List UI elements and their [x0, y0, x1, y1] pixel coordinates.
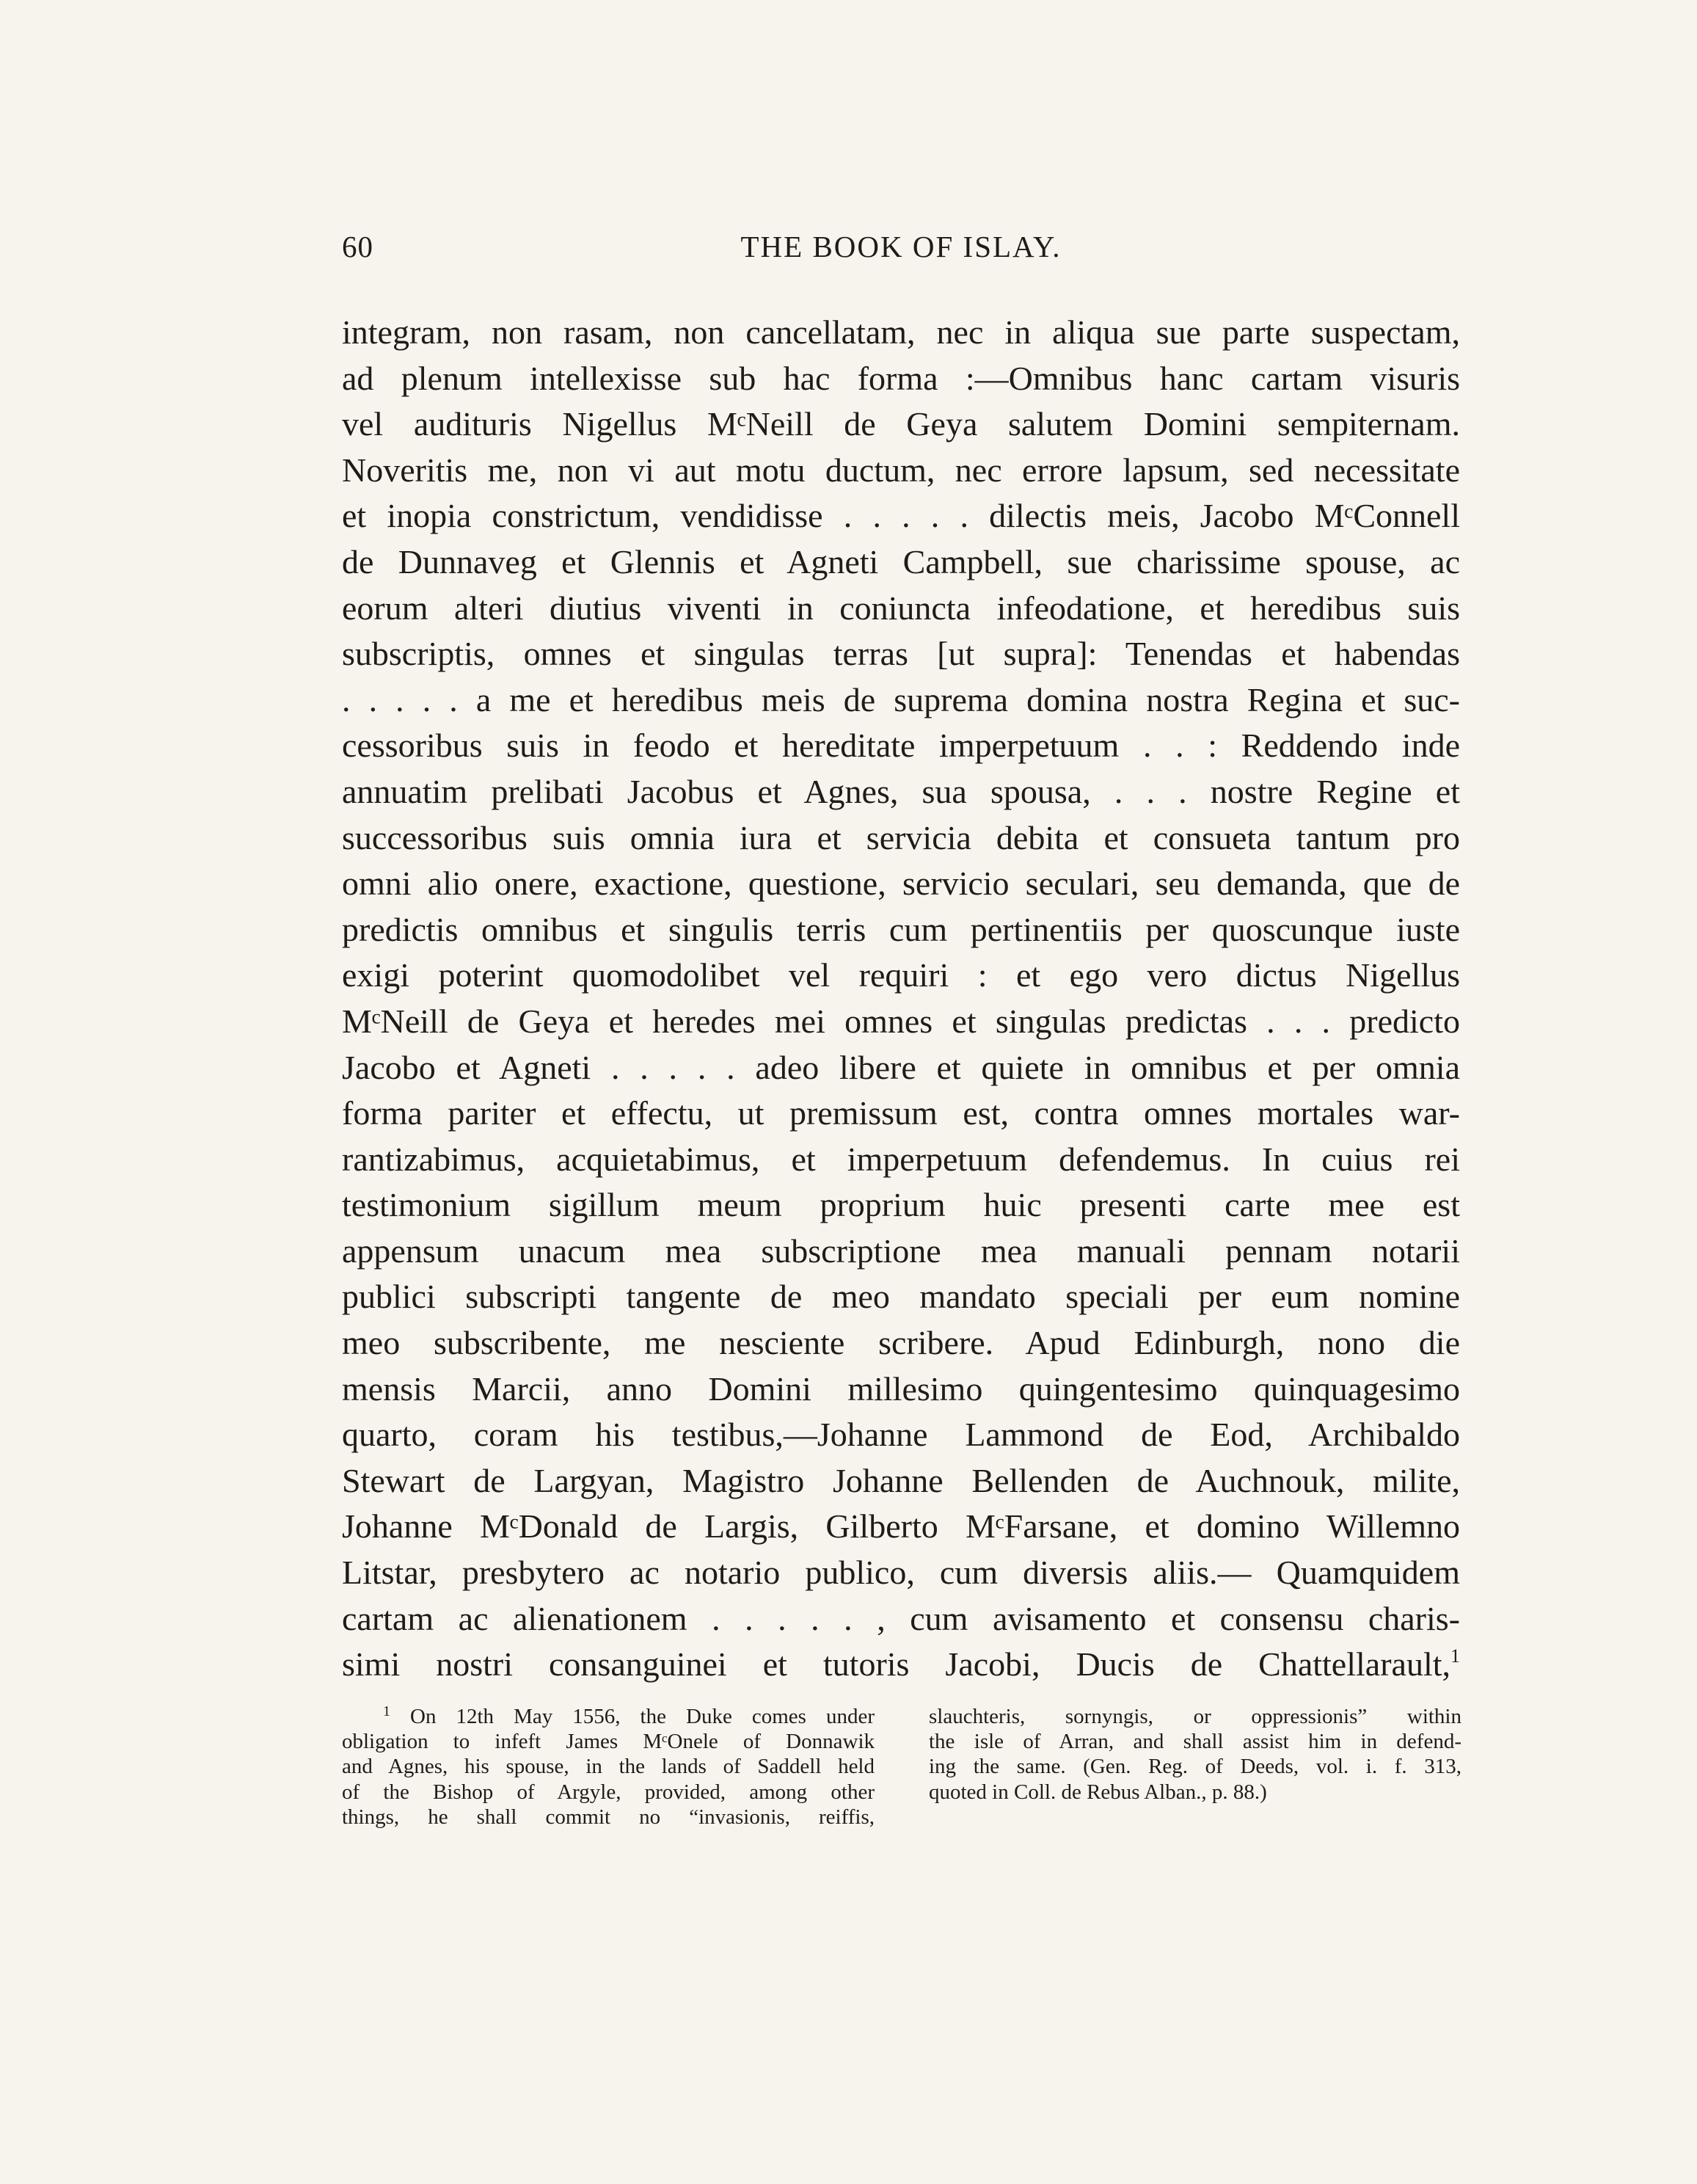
footnote-reference[interactable]: 1	[1450, 1645, 1460, 1667]
footnotes	[342, 1704, 1460, 1880]
text-line: rantizabimus, acquietabimus, et imperpetuum defendemus. In cuius rei	[342, 1140, 1460, 1178]
text-line: exigi poterint quomodolibet vel requiri : et ego vero dictus Nigellus	[342, 956, 1460, 994]
text-line: annuatim prelibati Jacobus et Agnes, sua spousa, . . . nostre Regine et	[342, 772, 1460, 810]
footnote-column-left	[342, 1704, 875, 1830]
text-line: Johanne MᶜDonald de Largis, Gilberto MᶜFarsane, et domino Willemno	[342, 1507, 1460, 1546]
footnote-line	[342, 1704, 875, 1729]
text-line: testimonium sigillum meum proprium huic presenti carte mee est	[342, 1186, 1460, 1224]
text-line: eorum alteri diutius viventi in coniuncta infeodatione, et heredibus suis	[342, 589, 1460, 627]
footnote-marker: 1	[383, 1704, 390, 1719]
text-line: forma pariter et effectu, ut premissum est, contra omnes mortales war-	[342, 1094, 1460, 1132]
text-line: successoribus suis omnia iura et servicia debita et consueta tantum pro	[342, 818, 1460, 856]
footnote-line: things, he shall commit no “invasionis, reiffis,	[342, 1805, 875, 1829]
text-line: de Dunnaveg et Glennis et Agneti Campbell, sue charissime spouse, ac	[342, 542, 1460, 580]
text-line: predictis omnibus et singulis terris cum pertinentiis per quoscunque iuste	[342, 910, 1460, 948]
text-line: appensum unacum mea subscriptione mea manuali pennam notarii	[342, 1231, 1460, 1270]
footnote-line: ing the same. (Gen. Reg. of Deeds, vol. i. f. 313,	[929, 1755, 1461, 1779]
footnote-line: the isle of Arran, and shall assist him in defend-	[929, 1730, 1461, 1754]
text-line: Noveritis me, non vi aut motu ductum, nec errore lapsum, sed necessitate	[342, 451, 1460, 489]
text-line: publici subscripti tangente de meo mandato speciali per eum nomine	[342, 1278, 1460, 1316]
text-line: meo subscribente, me nesciente scribere. Apud Edinburgh, nono die	[342, 1324, 1460, 1362]
text-line: cessoribus suis in feodo et hereditate imperpetuum . . : Reddendo inde	[342, 727, 1460, 765]
text-line: . . . . . a me et heredibus meis de suprema domina nostra Regina et suc-	[342, 680, 1460, 718]
footnote-column-right	[929, 1704, 1461, 1805]
text-line: ad plenum intellexisse sub hac forma :—Omnibus hanc cartam visuris	[342, 359, 1460, 397]
footnote-line: of the Bishop of Argyle, provided, among other	[342, 1780, 875, 1804]
text-line: mensis Marcii, anno Domini millesimo quingentesimo quinquagesimo	[342, 1369, 1460, 1408]
text-line: vel audituris Nigellus MᶜNeill de Geya salutem Domini sempiternam.	[342, 405, 1460, 443]
text-line: quarto, coram his testibus,—Johanne Lammond de Eod, Archibaldo	[342, 1416, 1460, 1454]
text-line: MᶜNeill de Geya et heredes mei omnes et singulas predictas . . . predicto	[342, 1002, 1460, 1040]
running-title: THE BOOK OF ISLAY.	[740, 230, 1062, 263]
running-head	[342, 229, 1460, 273]
text-line: omni alio onere, exactione, questione, servicio seculari, seu demanda, que de	[342, 864, 1460, 903]
text-line: et inopia constrictum, vendidisse . . . . . dilectis meis, Jacobo MᶜConnell	[342, 497, 1460, 535]
text-line-last: simi nostri consanguinei et tutoris Jacobi, Ducis de Chattellarault,	[342, 1645, 1450, 1684]
text-line: Jacobo et Agneti . . . . . adeo libere et quiete in omnibus et per omnia	[342, 1048, 1460, 1086]
footnote-line: obligation to infeft James MᶜOnele of Donnawik	[342, 1730, 875, 1754]
page-number: 60	[342, 230, 373, 263]
text-line: cartam ac alienationem . . . . . , cum avisamento et consensu charis-	[342, 1599, 1460, 1637]
text-line-with-footnote-ref	[342, 1642, 1460, 1688]
footnote-line-text: On 12th May 1556, the Duke comes under	[410, 1705, 875, 1728]
text-line: Litstar, presbytero ac notario publico, cum diversis aliis.— Quamquidem	[342, 1554, 1460, 1592]
footnote-line: and Agnes, his spouse, in the lands of Saddell held	[342, 1755, 875, 1779]
text-line: integram, non rasam, non cancellatam, nec in aliqua sue parte suspectam,	[342, 313, 1460, 351]
text-line: Stewart de Largyan, Magistro Johanne Bellenden de Auchnouk, milite,	[342, 1461, 1460, 1499]
footnote-line: slauchteris, sornyngis, or oppressionis” within	[929, 1705, 1461, 1728]
charter-text	[342, 310, 1460, 1688]
footnote-line: quoted in Coll. de Rebus Alban., p. 88.)	[929, 1780, 1267, 1804]
text-line: subscriptis, omnes et singulas terras [ut supra]: Tenendas et habendas	[342, 635, 1460, 673]
